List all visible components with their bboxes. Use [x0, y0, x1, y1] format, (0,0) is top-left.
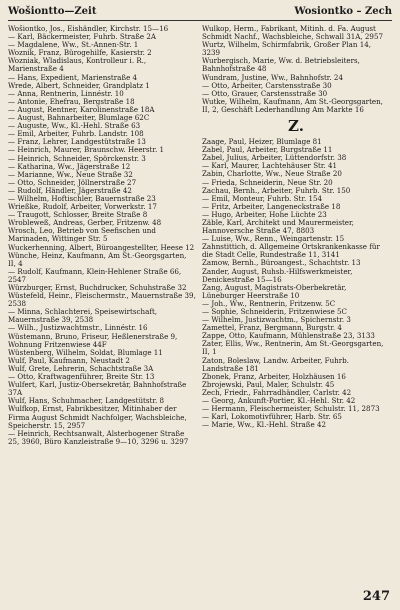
directory-entry: — Antonie, Ehefrau, Bergstraße 18	[8, 96, 135, 106]
directory-entry: — Hermann, Fleischermeister, Schulstr. 11, 2873	[202, 404, 380, 414]
directory-entry: Zäble, Karl, Architekt und Maurermeister, Hannoversche Straße 47, 8803	[202, 217, 354, 236]
directory-entry: Würzburger, Ernst, Buchdrucker, Schuhstraße 32	[8, 283, 187, 292]
directory-entry: Zbrojewski, Paul, Maler, Schulstr. 45	[202, 379, 335, 389]
directory-entry: — Emil, Arbeiter, Fuhrb. Landstr. 108	[8, 129, 144, 139]
directory-entry: — Heinrich, Maurer, Braunschw. Heerstr. 1	[8, 145, 165, 155]
directory-entry: Zahnstittich, d. Allgemeine Ortskrankenkasse für die Stadt Celle, Rundestraße 11, 3141	[202, 242, 380, 260]
directory-entry: — Frieda, Schneiderin, Neue Str. 20	[202, 177, 333, 187]
directory-entry: Wrede, Albert, Schneider, Grandplatz 1	[8, 80, 150, 90]
directory-entry: — Otto, Schneider, Jöllnerstraße 27	[8, 177, 137, 187]
directory-entry: — Karl, Lokomotivführer, Harb. Str. 65	[202, 412, 342, 422]
directory-entry: — Sophie, Schneiderin, Fritzenwiese 5C	[202, 307, 347, 316]
directory-entry: Zbonek, Franz, Arbeiter, Holzhäusen 16	[202, 371, 346, 381]
directory-entry: — Rudolf, Kaufmann, Klein-Hehlener Straße 66, 2547	[8, 266, 182, 284]
page-number: 247	[362, 589, 390, 604]
directory-entry: Zamettel, Franz, Bergmann, Burgstr. 4	[202, 323, 342, 333]
directory-entry: Zang, August, Magistrats-Oberbekretär, Lüneburger Heerstraße 10	[202, 282, 347, 300]
directory-entry: Wüstemann, Bruno, Friseur, Heßlenerstraße 9, Wohnung Fritzenwiese 44F	[8, 331, 178, 349]
right-column	[202, 25, 390, 446]
directory-entry: — Marie, Ww., Kl.-Hehl. Straße 42	[202, 420, 326, 430]
left-column	[8, 25, 196, 446]
directory-entry: — Wilh., Justizwachtmstr., Linnéstr. 16	[8, 323, 148, 333]
directory-entry: — Hugo, Arbeiter, Hohe Lüchte 23	[202, 209, 327, 219]
directory-entry: Zaton, Boleslaw, Landw. Arbeiter, Fuhrb. Landstraße 181	[202, 355, 349, 373]
right-column-z-entries	[202, 138, 390, 429]
right-column-w-entries	[202, 25, 390, 114]
directory-entry: Wošiontko, Jos., Eishändler, Kirchstr. 15—16	[8, 25, 169, 33]
directory-entry: Zander, August, Ruhsb.-Hilfswerkmeister, Denickestraße 15—16	[202, 266, 353, 284]
directory-entry: — Katharina, Ww., Jägerstraße 12	[8, 161, 131, 171]
directory-entry: Wulfkop, Ernst, Fabrikbesitzer, Mitinhaber der Firma August Schmidt Nachfolger, Wachsbleiche, Speicherstr. 15, 2957	[8, 404, 187, 430]
directory-entry: Wulf, Paul, Kaufmann, Neustadt 2	[8, 355, 130, 365]
directory-entry: Wüstenberg, Wilhelm, Soldat, Blumlage 11	[8, 347, 163, 357]
directory-entry: — Rudolf, Händler, Jägerstraße 42	[8, 185, 132, 195]
directory-entry: Wrosch, Leo, Betrieb von Seefischen und Marinaden, Wittinger Str. 5	[8, 226, 156, 244]
directory-entry: — Fritz, Arbeiter, Langeneckstraße 18	[202, 201, 341, 211]
directory-entry: Wutke, Wilhelm, Kaufmann, Am St.-Georgsgarten, II, 2, Geschäft Lederhandlung Am Markte 16	[202, 96, 383, 114]
directory-entry: Woznik, Franz, Bürogehilfe, Kasierstr. 2	[8, 48, 152, 58]
directory-entry: Wulf, Hans, Schuhmacher, Landgestütstr. 8	[8, 396, 165, 406]
directory-entry: — Marianne, Ww., Neue Straße 32	[8, 169, 133, 179]
directory-entry: — Traugott, Schlosser, Breite Straße 8	[8, 210, 148, 220]
directory-entry: — Franz, Lehrer, Landgestütstraße 13	[8, 137, 146, 147]
directory-columns	[8, 25, 392, 446]
header-rule	[8, 20, 392, 21]
directory-entry: — Heinrich, Schneider, Spörckenstr. 3	[8, 153, 146, 163]
directory-entry: Wünche, Heinz, Kaufmann, Am St.-Georgsgarten, II, 4	[8, 250, 187, 268]
directory-entry: Wulkop, Herm., Fabrikant, Mitinh. d. Fa. August Schmidt Nachf., Wachsbleiche, Schwall 31A, 2957	[202, 25, 383, 42]
directory-entry: — Minna, Schlachterei, Speisewirtschaft, Mauernstraße 39, 2538	[8, 307, 158, 325]
section-letter-z: Z.	[288, 117, 304, 136]
header-right: Wosiontko – Zech	[294, 6, 392, 17]
directory-entry: Wrobleweß, Andreas, Gerber, Fritzenw. 48	[8, 218, 162, 228]
directory-entry: — Otto, Arbeiter, Carstensstraße 30	[202, 80, 332, 90]
directory-entry: — Joh., Ww., Rentnerin, Fritzenw. 5C	[202, 298, 336, 308]
directory-entry: Wundram, Justine, Ww., Bahnhofstr. 24	[202, 72, 343, 82]
directory-entry: — August, Bahnarbeiter, Blumlage 62C	[8, 113, 150, 123]
directory-entry: Wurbergisch, Marie, Ww. d. Betriebsleiters, Bahnhofstraße 48	[202, 56, 360, 74]
directory-entry: — Anna, Rentnerin, Linnéstr. 10	[8, 88, 124, 98]
directory-entry: Zabel, Paul, Arbeiter, Burgstraße 11	[202, 145, 333, 155]
directory-entry: Wurtz, Wilhelm, Schirmfabrik, Großer Plan 14, 3239	[202, 40, 371, 58]
directory-entry: — Karl, Bäckermeister, Fuhrb. Straße 2A	[8, 32, 157, 42]
directory-entry: Zachau, Bernh., Arbeiter, Fuhrb. Str. 150	[202, 185, 351, 195]
header-left: Wošiontto—Zeit	[8, 6, 97, 17]
directory-entry: Wulfert, Karl, Justiz-Obersekretär, Bahnhofstraße 37A	[8, 380, 187, 398]
directory-entry: Wüstefeld, Heinr., Fleischermstr., Mauernstraße 39, 2538	[8, 291, 196, 309]
directory-entry: — Wilhelm, Justizwachtm., Spichernstr. 3	[202, 315, 351, 325]
directory-entry: — Karl, Maurer, Lachtehäuser Str. 41	[202, 161, 338, 171]
directory-entry: Wulf, Grete, Lehrerin, Schachtstraße 3A	[8, 363, 154, 373]
directory-entry: Zamow, Bernh., Büroangest., Schachtstr. 13	[202, 258, 361, 268]
directory-entry: — Magdalene, Ww., St.-Annen-Str. 1	[8, 40, 139, 50]
directory-entry: — Otto, Grauer, Carstensstraße 30	[202, 88, 328, 98]
directory-entry: Zabel, Julius, Arbeiter, Lüttendorfstr. 38	[202, 153, 347, 163]
directory-entry: — Luise, Ww., Renn., Weingartenstr. 15	[202, 234, 345, 244]
page-header	[8, 6, 392, 17]
directory-entry: Zaage, Paul, Heizer, Blumlage 81	[202, 137, 322, 147]
directory-entry: — Georg, Ankunft-Portier, Kl.-Hehl. Str. 42	[202, 396, 356, 406]
directory-entry: Zater, Ellis, Ww., Rentnerin, Am St.-Georgsgarten, II, 1	[202, 339, 384, 357]
directory-entry: — Auguste, Ww., Kl.-Hehl. Straße 63	[8, 121, 141, 131]
directory-entry: Wuckerhenning, Albert, Büroangestellter, Heese 12	[8, 242, 195, 252]
directory-entry: — Hans, Expedient, Marienstraße 4	[8, 72, 138, 82]
directory-entry: Zappe, Otto, Kaufmann, Mühlenstraße 23, 3133	[202, 331, 375, 341]
directory-entry: Zabin, Charlotte, Ww., Neue Straße 20	[202, 169, 342, 179]
directory-entry: — Otto, Kraftwagenführer, Breite Str. 13	[8, 372, 155, 382]
directory-entry: — Heinrich, Rechtsanwalt, Alsterbogener Straße 25, 3960, Büro Kanzleistraße 9—10, 3296 u. 3297	[8, 428, 189, 446]
directory-entry: — August, Rentner, Karolinenstraße 18A	[8, 104, 155, 114]
directory-entry: — Emil, Monteur, Fuhrb. Str. 154	[202, 193, 323, 203]
directory-entry: — Wilhelm, Hoftischler, Bauernstraße 23	[8, 193, 156, 203]
directory-entry: Wrießke, Rudolf, Arbeiter, Vorwerkstr. 17	[8, 202, 157, 212]
directory-entry: Wozniak, Wladislaus, Kontrolleur i. R., Marienstraße 4	[8, 56, 147, 74]
directory-entry: Zech, Friedr., Fahrradhändler, Carlstr. 42	[202, 387, 352, 397]
